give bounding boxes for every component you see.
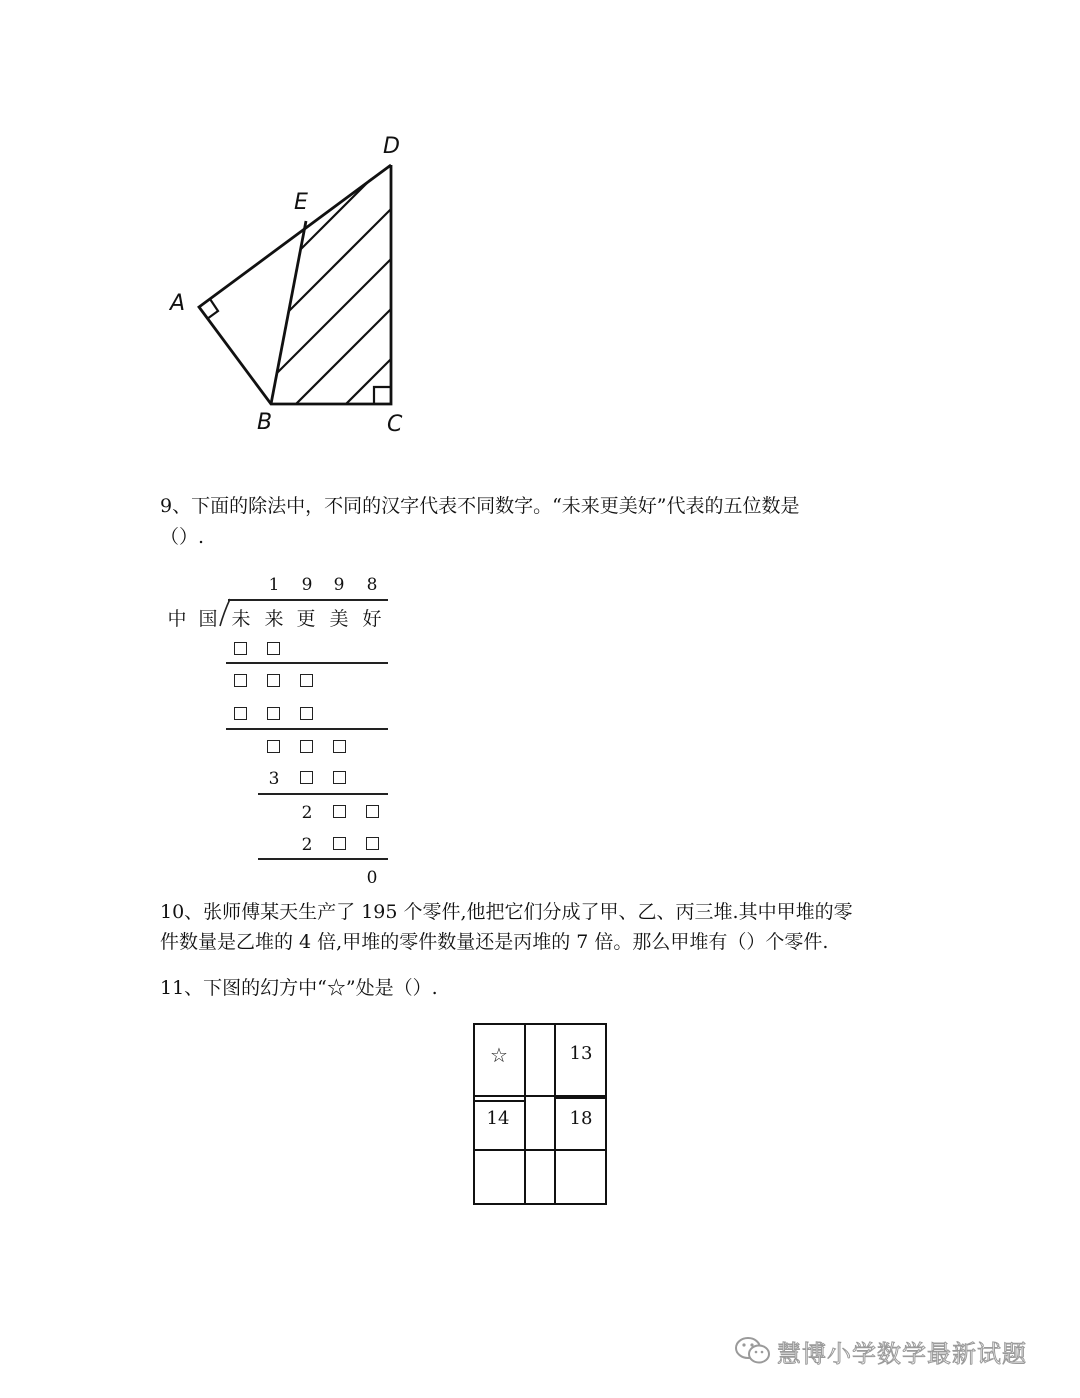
cell-18: 18 xyxy=(569,1108,593,1129)
label-A: A xyxy=(170,291,186,316)
blank-box xyxy=(333,771,346,784)
dividend-char: 美 xyxy=(329,608,349,630)
watermark-text: 慧博小学数学最新试题 xyxy=(777,1339,1027,1368)
divisor-char: 国 xyxy=(198,608,218,630)
cell-star: ☆ xyxy=(490,1043,508,1067)
dividend-char: 来 xyxy=(264,608,284,630)
rule-line xyxy=(226,662,388,664)
label-C: C xyxy=(387,412,403,437)
known-digit: 2 xyxy=(301,835,313,855)
q10-text-line1: 10、张师傅某天生产了 195 个零件,他把它们分成了甲、乙、丙三堆.其中甲堆的零 xyxy=(160,901,853,923)
blank-box xyxy=(300,707,313,720)
dividend-char: 更 xyxy=(296,608,316,630)
blank-box xyxy=(333,740,346,753)
blank-box xyxy=(333,805,346,818)
label-D: D xyxy=(383,134,400,159)
blank-box xyxy=(267,740,280,753)
rule-line xyxy=(258,858,388,860)
blank-box xyxy=(366,805,379,818)
remainder-digit: 0 xyxy=(366,868,378,888)
blank-box xyxy=(300,740,313,753)
blank-box xyxy=(234,707,247,720)
quotient-digit: 1 xyxy=(268,575,280,595)
divisor-char: 中 xyxy=(167,608,187,630)
dividend-char: 未 xyxy=(231,608,251,630)
division-bar xyxy=(228,599,388,601)
blank-box xyxy=(234,674,247,687)
label-E: E xyxy=(294,190,308,215)
rule-line xyxy=(226,728,388,730)
cell-13: 13 xyxy=(569,1043,593,1064)
q9-text-line2: （）. xyxy=(160,526,205,548)
cell-14: 14 xyxy=(486,1108,510,1129)
quotient-digit: 9 xyxy=(301,575,313,595)
q10-text-line2: 件数量是乙堆的 4 倍,甲堆的零件数量还是丙堆的 7 倍。那么甲堆有（）个零件. xyxy=(160,931,829,953)
q9-text-line1: 9、下面的除法中，不同的汉字代表不同数字。“未来更美好”代表的五位数是 xyxy=(160,495,800,517)
watermark xyxy=(733,1333,1027,1369)
blank-box xyxy=(333,837,346,850)
label-B: B xyxy=(257,410,273,435)
q11-text-line1: 11、下图的幻方中“☆”处是（）. xyxy=(160,977,438,999)
known-digit: 2 xyxy=(301,803,313,823)
blank-box xyxy=(234,642,247,655)
blank-box xyxy=(267,707,280,720)
rule-line xyxy=(258,793,388,795)
blank-box xyxy=(267,674,280,687)
blank-box xyxy=(300,771,313,784)
blank-box xyxy=(366,837,379,850)
dividend-char: 好 xyxy=(362,608,382,630)
blank-box xyxy=(300,674,313,687)
blank-box xyxy=(267,642,280,655)
quotient-digit: 9 xyxy=(333,575,345,595)
wechat-icon xyxy=(733,1335,773,1367)
known-digit: 3 xyxy=(268,769,280,789)
geometry-figure xyxy=(150,125,430,445)
quotient-digit: 8 xyxy=(366,575,378,595)
